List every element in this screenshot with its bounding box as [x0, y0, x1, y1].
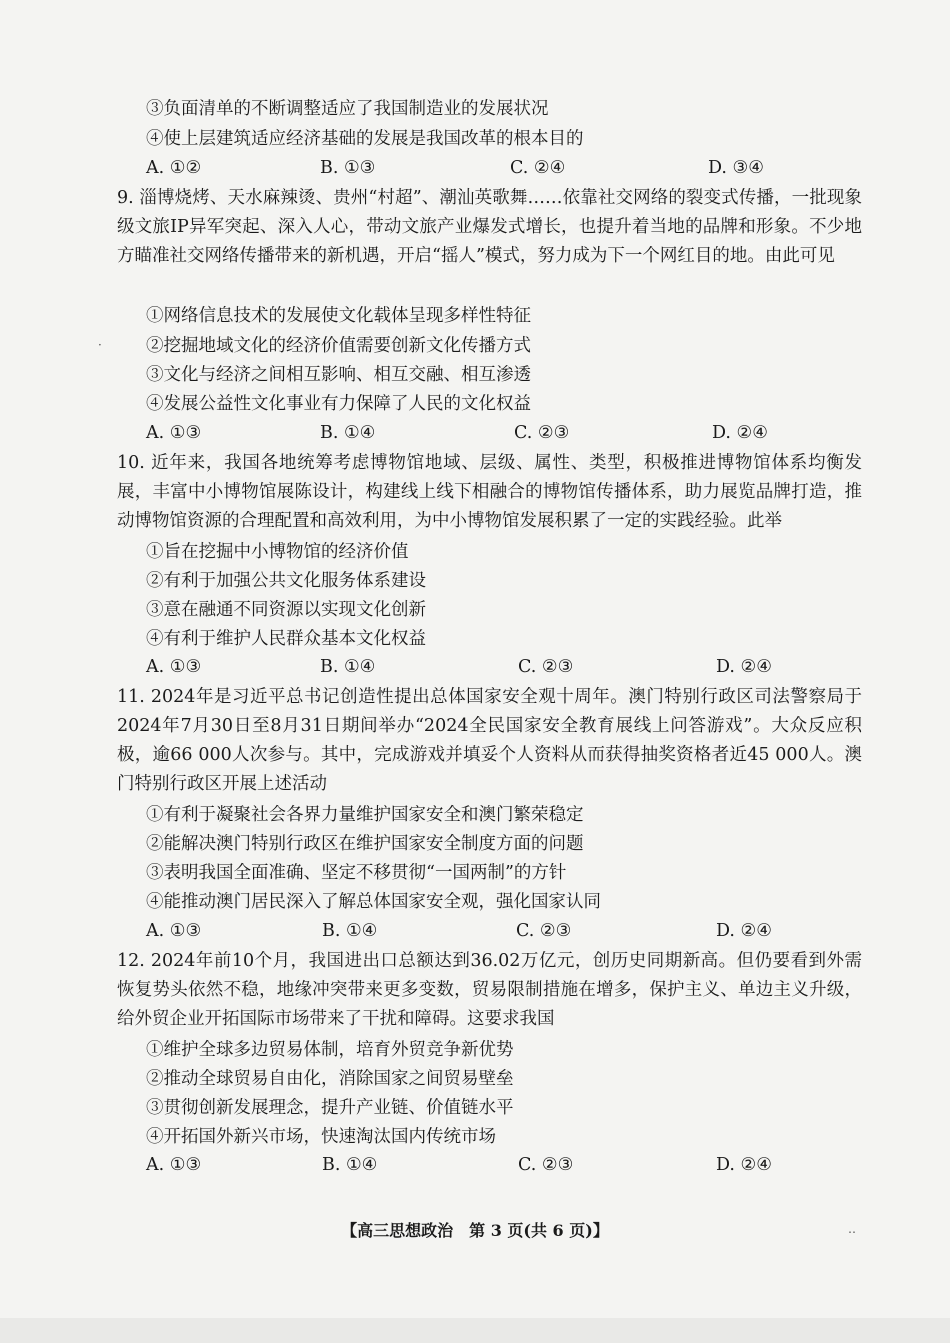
- q10-option-b[interactable]: B. ①④: [320, 657, 376, 677]
- scan-speck: ·: [98, 338, 102, 352]
- q8-statement-4: ④使上层建筑适应经济基础的发展是我国改革的根本目的: [146, 129, 584, 149]
- q11-statement-4: ④能推动澳门居民深入了解总体国家安全观，强化国家认同: [146, 892, 601, 912]
- q8-option-c[interactable]: C. ②④: [510, 158, 566, 178]
- q9-options: [146, 423, 806, 447]
- q12-statement-4: ④开拓国外新兴市场，快速淘汰国内传统市场: [146, 1127, 496, 1147]
- q10-statement-3: ③意在融通不同资源以实现文化创新: [146, 600, 426, 620]
- q8-option-b[interactable]: B. ①③: [320, 158, 376, 178]
- q9-option-b[interactable]: B. ①④: [320, 423, 376, 443]
- scan-speck: ‥: [848, 1222, 857, 1236]
- q10-option-c[interactable]: C. ②③: [518, 657, 574, 677]
- q9-statement-3: ③文化与经济之间相互影响、相互交融、相互渗透: [146, 365, 531, 385]
- q10-option-d[interactable]: D. ②④: [716, 657, 772, 677]
- q8-statement-3: ③负面清单的不断调整适应了我国制造业的发展状况: [146, 99, 549, 119]
- q12-statement-3: ③贯彻创新发展理念，提升产业链、价值链水平: [146, 1098, 514, 1118]
- q11-options: [146, 921, 806, 945]
- q8-options: [146, 158, 806, 182]
- q11-option-b[interactable]: B. ①④: [322, 921, 378, 941]
- scan-edge: [0, 1318, 950, 1343]
- q12-statement-2: ②推动全球贸易自由化，消除国家之间贸易壁垒: [146, 1069, 514, 1089]
- q11-option-a[interactable]: A. ①③: [146, 921, 202, 941]
- q10-options: [146, 657, 806, 681]
- q11-stem: 11. 2024年是习近平总书记创造性提出总体国家安全观十周年。澳门特别行政区司法警察局于2024年7月30日至8月31日期间举办“2024全民国家安全教育展线上问答游戏”。大众反应积极，逾66 000人次参与。其中，完成游戏并填妥个人资料从而获得抽奖资格者近45 000人。澳门特别行政区开展上述活动: [117, 687, 862, 794]
- q11-statement-2: ②能解决澳门特别行政区在维护国家安全制度方面的问题: [146, 834, 584, 854]
- q12-statement-1: ①维护全球多边贸易体制，培育外贸竞争新优势: [146, 1040, 514, 1060]
- q9-statement-4: ④发展公益性文化事业有力保障了人民的文化权益: [146, 394, 531, 414]
- q12-stem: 12. 2024年前10个月，我国进出口总额达到36.02万亿元，创历史同期新高。但仍要看到外需恢复势头依然不稳，地缘冲突带来更多变数，贸易限制措施在增多，保护主义、单边主义升级，给外贸企业开拓国际市场带来了干扰和障碍。这要求我国: [117, 951, 862, 1029]
- q10-stem: 10. 近年来，我国各地统筹考虑博物馆地域、层级、属性、类型，积极推进博物馆体系均衡发展，丰富中小博物馆展陈设计，构建线上线下相融合的博物馆传播体系，助力展览品牌打造，推动博物馆资源的合理配置和高效利用，为中小博物馆发展积累了一定的实践经验。此举: [117, 453, 862, 531]
- q8-option-a[interactable]: A. ①②: [146, 158, 202, 178]
- q11-statement-3: ③表明我国全面准确、坚定不移贯彻“一国两制”的方针: [146, 863, 567, 883]
- q9-statement-2: ②挖掘地域文化的经济价值需要创新文化传播方式: [146, 336, 531, 356]
- q9-option-c[interactable]: C. ②③: [514, 423, 570, 443]
- q11-option-c[interactable]: C. ②③: [516, 921, 572, 941]
- q12-option-a[interactable]: A. ①③: [146, 1155, 202, 1175]
- q12-option-d[interactable]: D. ②④: [716, 1155, 772, 1175]
- q9-option-d[interactable]: D. ②④: [712, 423, 768, 443]
- q9-statement-1: ①网络信息技术的发展使文化载体呈现多样性特征: [146, 306, 531, 326]
- q12-option-c[interactable]: C. ②③: [518, 1155, 574, 1175]
- q10-statement-4: ④有利于维护人民群众基本文化权益: [146, 629, 426, 649]
- q8-option-d[interactable]: D. ③④: [708, 158, 764, 178]
- q11-statement-1: ①有利于凝聚社会各界力量维护国家安全和澳门繁荣稳定: [146, 805, 584, 825]
- q12-options: [146, 1155, 806, 1179]
- q9-stem: 9. 淄博烧烤、天水麻辣烫、贵州“村超”、潮汕英歌舞……依靠社交网络的裂变式传播，一批现象级文旅IP异军突起、深入人心，带动文旅产业爆发式增长，也提升着当地的品牌和形象。不少地方瞄准社交网络传播带来的新机遇，开启“摇人”模式，努力成为下一个网红目的地。由此可见: [117, 188, 862, 266]
- q10-statement-1: ①旨在挖掘中小博物馆的经济价值: [146, 542, 409, 562]
- q10-statement-2: ②有利于加强公共文化服务体系建设: [146, 571, 426, 591]
- q12-option-b[interactable]: B. ①④: [322, 1155, 378, 1175]
- q10-option-a[interactable]: A. ①③: [146, 657, 202, 677]
- q9-option-a[interactable]: A. ①③: [146, 423, 202, 443]
- q11-option-d[interactable]: D. ②④: [716, 921, 772, 941]
- page-footer: 【高三思想政治 第 3 页(共 6 页)】: [341, 1221, 609, 1240]
